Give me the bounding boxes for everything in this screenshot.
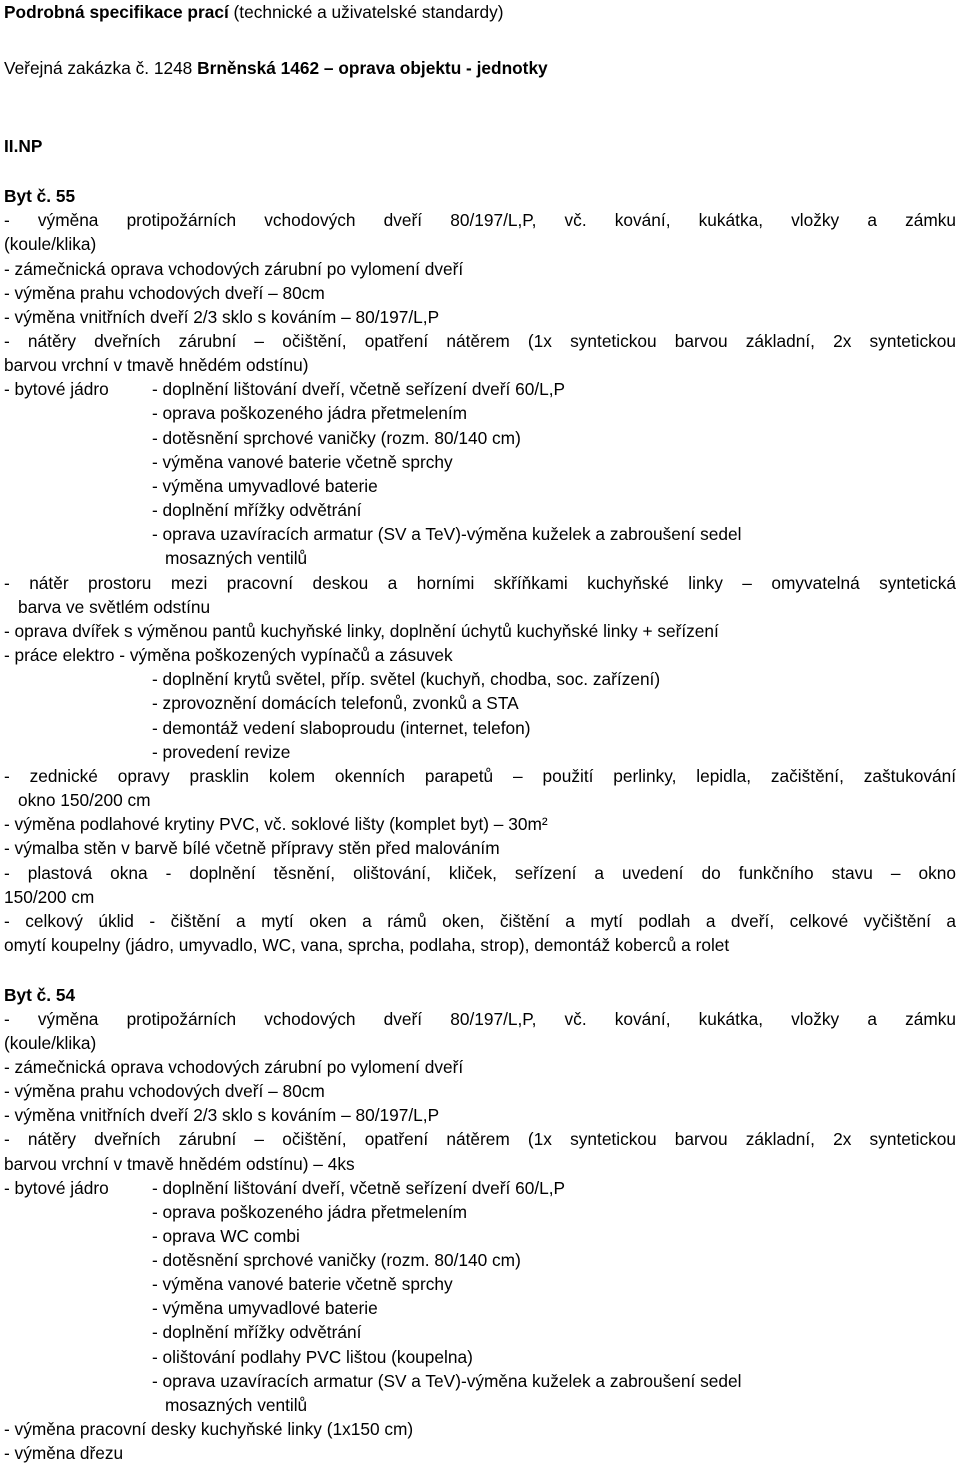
byt-55-item: - zámečnická oprava vchodových zárubní po vylomení dveří (4, 259, 464, 279)
byt-55-bytove-jadro (4, 377, 956, 401)
bytove-jadro-label: - bytové jádro (4, 1178, 109, 1198)
byt-54-bytove-jadro (4, 1176, 956, 1200)
bytove-jadro-item: - doplnění lištování dveří, včetně seřízení dveří 60/L,P (152, 379, 566, 399)
bytove-jadro-item: - výměna vanové baterie včetně sprchy (152, 452, 453, 472)
elektro-label: - práce elektro (4, 645, 115, 665)
bytove-jadro-item: - oprava poškozeného jádra přetmelením (152, 1202, 468, 1222)
bytove-jadro-item: mosazných ventilů (165, 1395, 308, 1415)
byt-54-item: barvou vrchní v tmavě hnědém odstínu) – 4ks (4, 1154, 355, 1174)
byt-55-item: (koule/klika) (4, 234, 97, 254)
byt-54-item: - výměna protipožárních vchodových dveří 80/197/L,P, vč. kování, kukátka, vložky a zámku (4, 1009, 956, 1029)
byt-55-item: - nátěr prostoru mezi pracovní deskou a horními skříňkami kuchyňské linky – omyvatelná syntetická (4, 573, 956, 593)
spec-title: Podrobná specifikace prací (4, 2, 229, 22)
byt-55-item: - plastová okna - doplnění těsnění, olištování, kliček, seřízení a uvedení do funkčního stavu – okno (4, 863, 956, 883)
elektro-item: - provedení revize (152, 742, 291, 762)
bytove-jadro-item: - výměna umyvadlové baterie (152, 476, 378, 496)
bytove-jadro-item: - doplnění lištování dveří, včetně seřízení dveří 60/L,P (152, 1178, 566, 1198)
bytove-jadro-item: - výměna vanové baterie včetně sprchy (152, 1274, 453, 1294)
elektro-item: - výměna poškozených vypínačů a zásuvek (119, 645, 453, 665)
bytove-jadro-item: - olištování podlahy PVC lištou (koupelna) (152, 1347, 473, 1367)
spec-title-line (4, 0, 956, 24)
elektro-item: - doplnění krytů světel, příp. světel (kuchyň, chodba, soc. zařízení) (152, 669, 661, 689)
byt-55-item: - výměna prahu vchodových dveří – 80cm (4, 283, 325, 303)
byt-54-heading (4, 983, 956, 1007)
bytove-jadro-item: - dotěsnění sprchové vaničky (rozm. 80/140 cm) (152, 1250, 521, 1270)
byt-54-item: (koule/klika) (4, 1033, 97, 1053)
bytove-jadro-label: - bytové jádro (4, 379, 109, 399)
byt-55-item: - celkový úklid - čištění a mytí oken a rámů oken, čištění a mytí podlah a dveří, celkové vyčištění a (4, 911, 956, 931)
byt-55-item: 150/200 cm (4, 887, 95, 907)
byt-55-item: omytí koupelny (jádro, umyvadlo, WC, vana, sprcha, podlaha, strop), demontáž koberců a rolet (4, 935, 730, 955)
byt-55-elektro (4, 643, 956, 667)
byt-55-item: barva ve světlém odstínu (18, 597, 211, 617)
byt-55-heading (4, 184, 956, 208)
byt-55-item: - výměna protipožárních vchodových dveří 80/197/L,P, vč. kování, kukátka, vložky a zámku (4, 210, 956, 230)
elektro-item: - demontáž vedení slaboproudu (internet, telefon) (152, 718, 531, 738)
byt-55-item: - nátěry dveřních zárubní – očištění, opatření nátěrem (1x syntetickou barvou základní, 2x syntetickou (4, 331, 956, 351)
byt-54-heading-prefix: Byt č. (4, 985, 56, 1005)
byt-55-item: - výmalba stěn v barvě bílé včetně přípravy stěn před malováním (4, 838, 500, 858)
bytove-jadro-item: - výměna umyvadlové baterie (152, 1298, 378, 1318)
elektro-item: - zprovoznění domácích telefonů, zvonků a STA (152, 693, 519, 713)
floor-heading: II.NP (4, 136, 43, 156)
spec-subtitle: (technické a uživatelské standardy) (228, 2, 504, 22)
bytove-jadro-item: - oprava uzavíracích armatur (SV a TeV)-výměna kuželek a zabroušení sedel (152, 1371, 742, 1391)
bytove-jadro-item: - oprava poškozeného jádra přetmelením (152, 403, 468, 423)
bytove-jadro-item: - dotěsnění sprchové vaničky (rozm. 80/140 cm) (152, 428, 521, 448)
contract-prefix: Veřejná zakázka č. 1248 (4, 58, 198, 78)
bytove-jadro-item: - oprava uzavíracích armatur (SV a TeV)-výměna kuželek a zabroušení sedel (152, 524, 742, 544)
byt-55-item: - výměna vnitřních dveří 2/3 sklo s kováním – 80/197/L,P (4, 307, 440, 327)
byt-55-heading-number: 55 (55, 186, 76, 206)
contract-line (4, 56, 956, 80)
byt-54-item: - výměna vnitřních dveří 2/3 sklo s kováním – 80/197/L,P (4, 1105, 440, 1125)
bytove-jadro-item: - doplnění mřížky odvětrání (152, 500, 362, 520)
byt-54-item: - výměna prahu vchodových dveří – 80cm (4, 1081, 325, 1101)
bytove-jadro-item: mosazných ventilů (165, 548, 308, 568)
contract-name: Brněnská 1462 – oprava objektu - jednotky (197, 58, 548, 78)
bytove-jadro-item: - oprava WC combi (152, 1226, 300, 1246)
byt-54-heading-number: 54 (55, 985, 76, 1005)
byt-55-item: barvou vrchní v tmavě hnědém odstínu) (4, 355, 309, 375)
byt-55-heading-prefix: Byt č. (4, 186, 56, 206)
byt-54-item: - nátěry dveřních zárubní – očištění, opatření nátěrem (1x syntetickou barvou základní, 2x syntetickou (4, 1129, 956, 1149)
byt-55-item: - oprava dvířek s výměnou pantů kuchyňské linky, doplnění úchytů kuchyňské linky + seřízení (4, 621, 719, 641)
byt-54-item: - zámečnická oprava vchodových zárubní po vylomení dveří (4, 1057, 464, 1077)
byt-54-item: - výměna pracovní desky kuchyňské linky (1x150 cm) (4, 1419, 414, 1439)
bytove-jadro-item: - doplnění mřížky odvětrání (152, 1322, 362, 1342)
byt-54-item: - výměna dřezu (4, 1443, 124, 1463)
byt-55-item: - výměna podlahové krytiny PVC, vč. soklové lišty (komplet byt) – 30m² (4, 814, 548, 834)
byt-55-item: okno 150/200 cm (18, 790, 151, 810)
byt-55-item: - zednické opravy prasklin kolem okenních parapetů – použití perlinky, lepidla, začištění, zaštukování (4, 766, 956, 786)
